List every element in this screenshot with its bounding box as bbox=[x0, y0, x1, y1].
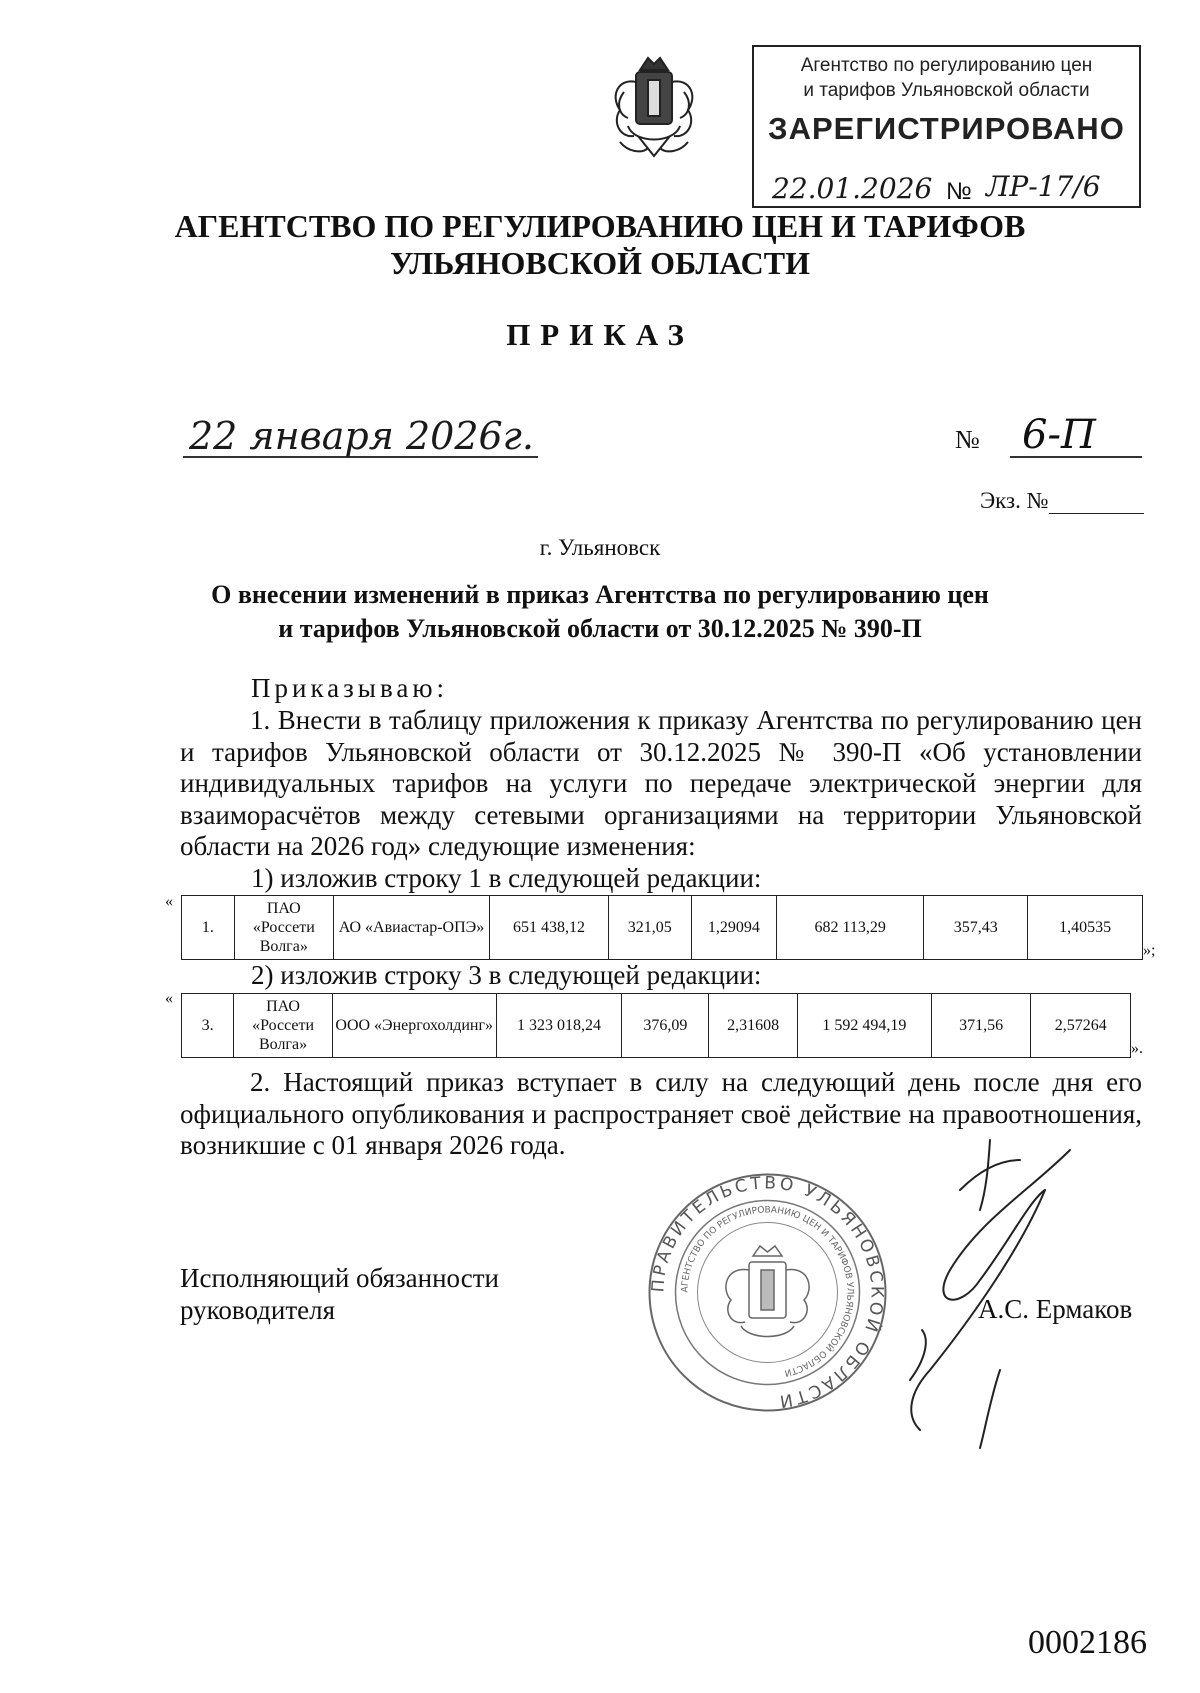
order-number-handwritten: 6-П bbox=[1010, 414, 1142, 458]
table-cell-value: 371,56 bbox=[931, 994, 1031, 1058]
table-cell-value: 651 438,12 bbox=[490, 896, 609, 960]
registration-stamp-agency-line1: Агентство по регулированию цен bbox=[800, 55, 1093, 76]
order-subitem-1: 1) изложив строку 1 в следующей редакции: bbox=[251, 863, 762, 893]
order-subject bbox=[0, 578, 1200, 646]
table2-quote-open: « bbox=[165, 990, 173, 1007]
registration-stamp-number-row bbox=[764, 172, 1134, 204]
document-type-title: ПРИКАЗ bbox=[506, 317, 694, 352]
table-row bbox=[182, 994, 1131, 1058]
table1-quote-open: « bbox=[165, 893, 173, 910]
city: г. Ульяновск bbox=[539, 535, 661, 560]
order-number-label: № bbox=[955, 425, 980, 454]
registration-stamp-agency-line2: и тарифов Ульяновской области bbox=[803, 80, 1090, 101]
order-item-1: 1. Внести в таблицу приложения к приказу Агентства по регулированию цен и тарифов Ульяновской области от 30.12.2025 № 390-П «Об установлении индивидуальных тарифов на услуги по передаче электрической энергии для взаиморасчётов между сетевыми организациями на территории Ульяновской области на 2026 год» следующие изменения: bbox=[180, 705, 1142, 861]
table-cell-supplier: ПАО «Россети Волга» bbox=[234, 896, 333, 960]
table-cell-value: 682 113,29 bbox=[777, 896, 924, 960]
table-cell-consumer: АО «Авиастар-ОПЭ» bbox=[333, 896, 489, 960]
table1-quote-close: »; bbox=[1143, 942, 1156, 959]
signatory-role-line1: Исполняющий обязанности bbox=[180, 1263, 499, 1293]
table-cell-value: 376,09 bbox=[622, 994, 709, 1058]
signatory-role bbox=[180, 1262, 499, 1326]
table-cell-supplier: ПАО «Россети Волга» bbox=[234, 994, 333, 1058]
table-cell-value: 1,40535 bbox=[1028, 896, 1143, 960]
registration-number-sign: № bbox=[946, 178, 972, 205]
coat-of-arms-emblem bbox=[598, 52, 710, 164]
agency-name-line1: АГЕНТСТВО ПО РЕГУЛИРОВАНИЮ ЦЕН И ТАРИФОВ bbox=[174, 208, 1026, 244]
table-cell-number: 3. bbox=[182, 994, 234, 1058]
copy-number-blank-line bbox=[1049, 493, 1144, 514]
copy-number bbox=[980, 488, 1144, 514]
table-row bbox=[182, 896, 1143, 960]
registration-stamp bbox=[752, 45, 1141, 208]
signatory-role-line2: руководителя bbox=[180, 1295, 336, 1325]
agency-name-line2: УЛЬЯНОВСКОЙ ОБЛАСТИ bbox=[389, 245, 811, 281]
table-cell-value: 321,05 bbox=[608, 896, 691, 960]
order-date-handwritten: 22 января 2026г. bbox=[183, 416, 538, 458]
table-cell-value: 1 592 494,19 bbox=[797, 994, 931, 1058]
registration-stamp-status: ЗАРЕГИСТРИРОВАНО bbox=[768, 111, 1125, 146]
table-cell-value: 2,31608 bbox=[709, 994, 798, 1058]
seal-inner-text: АГЕНТСТВО ПО РЕГУЛИРОВАНИЮ ЦЕН И ТАРИФОВ УЛЬЯНОВСКОЙ ОБЛАСТИ bbox=[680, 1205, 855, 1378]
replacement-table-row-3 bbox=[181, 993, 1131, 1058]
seal-outer-text: ПРАВИТЕЛЬСТВО УЛЬЯНОВСКОЙ ОБЛАСТИ bbox=[648, 1173, 887, 1412]
order-item-2: 2. Настоящий приказ вступает в силу на следующий день после дня его официального опубликования и распространяет своё действие на правоотношения, возникшие с 01 января 2026 года. bbox=[180, 1067, 1142, 1160]
registration-number-handwritten: ЛР-17/6 bbox=[986, 170, 1101, 203]
handwritten-signature bbox=[830, 1130, 1133, 1450]
order-subject-line2: и тарифов Ульяновской области от 30.12.2025 № 390-П bbox=[278, 614, 922, 643]
order-word: Приказываю: bbox=[251, 673, 448, 703]
document-serial-number: 0002186 bbox=[1028, 1624, 1147, 1661]
table-cell-value: 2,57264 bbox=[1031, 994, 1131, 1058]
order-subject-line1: О внесении изменений в приказ Агентства по регулированию цен bbox=[211, 580, 989, 609]
registration-date-handwritten: 22.01.2026 bbox=[772, 172, 933, 205]
table-cell-value: 357,43 bbox=[924, 896, 1028, 960]
table-cell-value: 1,29094 bbox=[691, 896, 776, 960]
replacement-table-row-1 bbox=[181, 895, 1143, 960]
table2-quote-close: ». bbox=[1131, 1040, 1143, 1057]
table-cell-consumer: ООО «Энергохолдинг» bbox=[332, 994, 496, 1058]
copy-number-label: Экз. № bbox=[980, 488, 1049, 513]
agency-name bbox=[0, 208, 1200, 282]
signatory-name: А.С. Ермаков bbox=[978, 1294, 1133, 1324]
order-subitem-2: 2) изложив строку 3 в следующей редакции: bbox=[251, 960, 762, 990]
table-cell-value: 1 323 018,24 bbox=[496, 994, 622, 1058]
table-cell-number: 1. bbox=[182, 896, 235, 960]
